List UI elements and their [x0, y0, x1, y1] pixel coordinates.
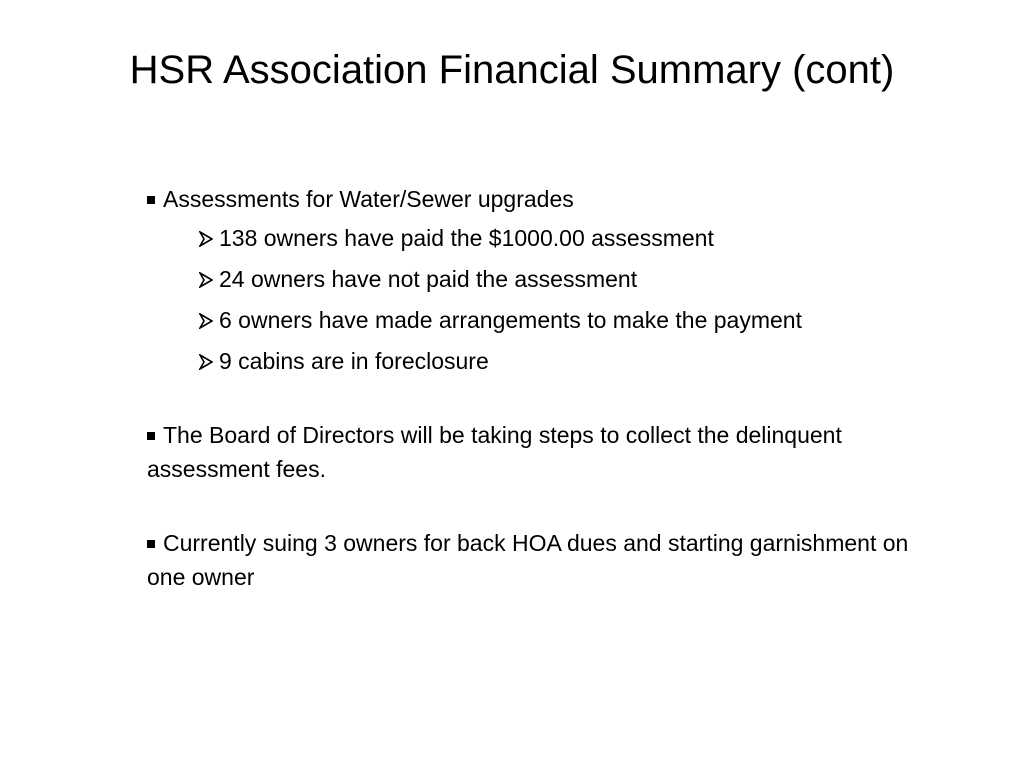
slide-title: HSR Association Financial Summary (cont) [129, 48, 895, 92]
sub-bullet-item [199, 303, 927, 337]
bullet-text: Currently suing 3 owners for back HOA dues and starting garnishment on one owner [147, 530, 909, 590]
sub-bullet-text: 24 owners have not paid the assessment [219, 266, 638, 292]
sub-bullet-list [199, 221, 927, 378]
bullet-assessments [147, 182, 927, 216]
slide-content [147, 182, 927, 594]
bullet-board-of-directors [147, 418, 927, 486]
sub-bullet-text: 138 owners have paid the $1000.00 assessment [219, 225, 714, 251]
sub-bullet-item [199, 262, 927, 296]
square-bullet-icon [147, 432, 155, 440]
sub-bullet-text: 9 cabins are in foreclosure [219, 348, 489, 374]
arrow-bullet-icon [199, 354, 213, 370]
square-bullet-icon [147, 540, 155, 548]
arrow-bullet-icon [199, 272, 213, 288]
square-bullet-icon [147, 196, 155, 204]
arrow-bullet-icon [199, 231, 213, 247]
sub-bullet-item [199, 344, 927, 378]
bullet-lawsuits [147, 526, 927, 594]
bullet-text: The Board of Directors will be taking steps to collect the delinquent assessment fees. [147, 422, 842, 482]
sub-bullet-item [199, 221, 927, 255]
sub-bullet-text: 6 owners have made arrangements to make the payment [219, 307, 802, 333]
arrow-bullet-icon [199, 313, 213, 329]
bullet-text: Assessments for Water/Sewer upgrades [163, 186, 574, 212]
